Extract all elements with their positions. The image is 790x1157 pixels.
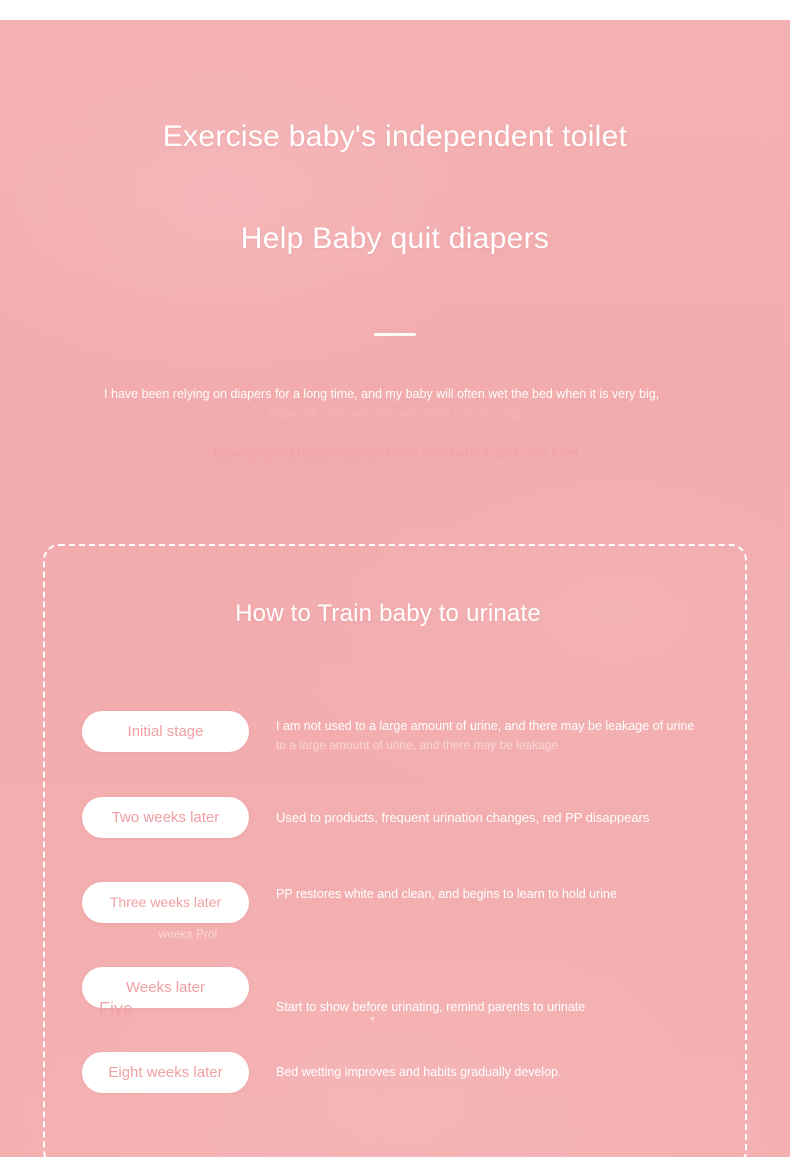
stage-pill-two-weeks[interactable] bbox=[82, 797, 249, 838]
hero-subtext-primary: I have been relying on diapers for a long time, and my baby will often wet the bed when it is very big, bbox=[104, 387, 660, 401]
stage-description: I am not used to a large amount of urine, and there may be leakage of urine bbox=[276, 719, 695, 733]
decorative-dot bbox=[371, 1017, 374, 1020]
stage-pill-three-weeks[interactable] bbox=[82, 882, 249, 923]
stage-description: Start to show before urinating, remind parents to urinate bbox=[276, 1000, 586, 1014]
hero-headline-primary: Exercise baby's independent toilet bbox=[162, 120, 628, 153]
list-item bbox=[0, 711, 790, 755]
stage-description-ghost: to a large amount of urine, and there may be leakage bbox=[276, 738, 559, 752]
stage-description: Used to products, frequent urination changes, red PP disappears bbox=[276, 810, 650, 825]
stage-label: Three weeks later bbox=[109, 894, 222, 910]
stage-description: Bed wetting improves and habits gradually develop. bbox=[276, 1065, 562, 1079]
stage-label: Initial stage bbox=[127, 723, 204, 740]
hero-subtext-tagline: Develop good habits early and train your baby to go to the toilet bbox=[213, 445, 579, 460]
stage-description: PP restores white and clean, and begins to learn to hold urine bbox=[276, 887, 617, 901]
hero-headline-secondary: Help Baby quit diapers bbox=[240, 222, 550, 255]
stage-pill-initial[interactable] bbox=[82, 711, 249, 752]
list-item bbox=[0, 1052, 790, 1096]
list-item bbox=[0, 882, 790, 941]
stage-overlay-word: Five bbox=[99, 999, 134, 1019]
stage-label-ghost: weeks Prol bbox=[158, 927, 218, 941]
stage-pill-eight-weeks[interactable] bbox=[82, 1052, 249, 1093]
stage-label: Eight weeks later bbox=[108, 1064, 223, 1081]
stage-label: Two weeks later bbox=[111, 809, 220, 826]
section-title: How to Train baby to urinate bbox=[235, 600, 541, 627]
list-item bbox=[0, 967, 790, 1019]
hero-subtext-faded: baby will often wet the bed when it is very big, bbox=[269, 407, 523, 421]
stage-label: Weeks later bbox=[126, 979, 205, 996]
promo-banner bbox=[0, 20, 790, 1157]
hero-divider bbox=[374, 333, 416, 336]
list-item bbox=[0, 797, 790, 841]
